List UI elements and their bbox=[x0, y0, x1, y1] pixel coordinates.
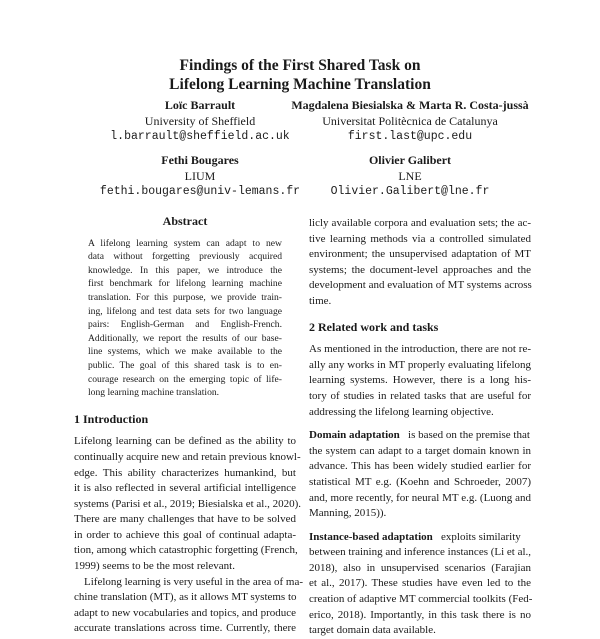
abstract-line: data without forgetting previously acquired bbox=[88, 251, 282, 263]
abstract-line: public. The goal of this shared task is to en- bbox=[88, 359, 282, 371]
author-affiliation: Universitat Politècnica de Catalunya bbox=[322, 113, 498, 128]
title-line-2: Lifelong Learning Machine Translation bbox=[169, 76, 431, 93]
abstract-line: ing, lifelong and test data sets for two language bbox=[88, 305, 282, 317]
text-line: Manning, 2015)). bbox=[309, 507, 387, 520]
text-line: 2018), also in unsupervised scenarios (Farajian bbox=[309, 561, 531, 574]
text-line: edge. This ability characterizes humankind, but bbox=[74, 466, 296, 479]
text-line: time. bbox=[309, 294, 332, 307]
title-line-1: Findings of the First Shared Task on bbox=[179, 57, 421, 74]
left-column bbox=[74, 214, 304, 637]
text-line: Lifelong learning is very useful in the area of ma- bbox=[84, 575, 304, 588]
domain-adaptation-first: is based on the premise that bbox=[408, 429, 530, 442]
author-block-biesialska-costajussa bbox=[280, 98, 540, 145]
text-line: There are many challenges that have to be solved bbox=[74, 513, 296, 526]
section-heading-related-work: 2 Related work and tasks bbox=[309, 319, 439, 334]
abstract-line: courage research on the emerging topic of life- bbox=[88, 373, 282, 385]
domain-adaptation-paragraph bbox=[309, 428, 531, 522]
paper-title bbox=[0, 56, 600, 94]
text-line: environment; the unsupervised adaptation of MT bbox=[309, 248, 531, 261]
section-heading-introduction: 1 Introduction bbox=[74, 411, 149, 426]
author-name: Magdalena Biesialska & Marta R. Costa-jussà bbox=[291, 98, 529, 112]
text-line: systems (Parisi et al., 2019; Biesialska et al., 2020). bbox=[74, 497, 301, 510]
text-line bbox=[309, 530, 531, 546]
text-line: Lifelong learning can be defined as the ability to bbox=[74, 435, 296, 448]
text-line: licly available corpora and evaluation sets; the ac- bbox=[309, 217, 531, 229]
text-line: accurate translations across time. Currently, there bbox=[74, 622, 296, 635]
abstract-line: pairs: English-German and English-French. bbox=[88, 319, 282, 331]
author-block-galibert bbox=[300, 153, 520, 200]
author-email[interactable]: Olivier.Galibert@lne.fr bbox=[330, 185, 490, 198]
text-line: erico, 2018). Importantly, in this task there is no bbox=[309, 608, 531, 621]
author-block-bougares bbox=[90, 153, 310, 200]
text-line: development and evaluation of MT systems across bbox=[309, 279, 532, 292]
author-affiliation: LNE bbox=[398, 168, 422, 183]
author-block-barrault bbox=[100, 98, 300, 145]
intro-paragraph-1 bbox=[74, 434, 301, 574]
text-line: learning systems. However, there is a long his- bbox=[309, 374, 531, 387]
intro-paragraph-2 bbox=[74, 575, 304, 637]
text-line: adapt to new vocabularies and topics, and produce bbox=[74, 606, 296, 619]
text-line: advance. This has been widely studied earlier for bbox=[309, 460, 531, 473]
text-line: 1999) seems to be the most relevant. bbox=[74, 560, 235, 573]
text-line: tion, among which catastrophic forgetting (French, bbox=[74, 544, 298, 557]
instance-adaptation-paragraph bbox=[309, 530, 531, 639]
abstract-line: Additionally, we report the results of our base- bbox=[88, 332, 282, 344]
abstract-line: long learning machine translation. bbox=[88, 387, 220, 399]
intro-continuation bbox=[309, 216, 531, 310]
text-line: ally any works in MT properly evaluating lifelong bbox=[309, 358, 531, 371]
text-line: systems; the document-level approaches and the bbox=[309, 263, 531, 276]
domain-adaptation-label: Domain adaptation bbox=[309, 429, 400, 442]
text-line: tive learning methods via a controlled simulated bbox=[309, 232, 531, 245]
author-email[interactable]: l.barrault@sheffield.ac.uk bbox=[110, 130, 290, 143]
author-name: Loïc Barrault bbox=[164, 98, 236, 112]
author-email[interactable]: fethi.bougares@univ-lemans.fr bbox=[99, 185, 301, 198]
author-name: Fethi Bougares bbox=[161, 153, 239, 167]
text-line: it is also reflected in several artificial intelligence bbox=[74, 482, 296, 495]
text-line: As mentioned in the introduction, there are not re- bbox=[309, 343, 531, 356]
author-affiliation: University of Sheffield bbox=[144, 113, 256, 128]
text-line: et al., 2017). These studies have even led to the bbox=[309, 577, 531, 590]
right-column bbox=[309, 216, 531, 639]
abstract-heading: Abstract bbox=[162, 214, 208, 228]
text-line: chine translation (MT), as it allows MT systems to bbox=[74, 591, 297, 604]
text-line: between training and inference instances (Li et al., bbox=[309, 546, 532, 559]
text-line: statistical MT e.g. (Koehn and Schroeder, 2007) bbox=[309, 475, 531, 488]
author-affiliation: LIUM bbox=[184, 168, 216, 183]
abstract-line: knowledge. In this paper, we introduce the bbox=[88, 264, 282, 276]
author-email[interactable]: first.last@upc.edu bbox=[347, 130, 473, 143]
text-line bbox=[309, 428, 531, 444]
abstract-body bbox=[88, 237, 282, 400]
text-line: creation of adaptive MT commercial toolkits (Fed- bbox=[309, 593, 533, 606]
instance-adaptation-label: Instance-based adaptation bbox=[309, 530, 433, 543]
text-line: target domain data available. bbox=[309, 624, 436, 637]
text-line: and, more recently, for neural MT e.g. (Luong and bbox=[309, 491, 531, 504]
related-paragraph-1 bbox=[309, 342, 531, 420]
abstract-line: translation. For this purpose, we provide train- bbox=[88, 291, 282, 303]
abstract-line: A lifelong learning system can adapt to new bbox=[88, 237, 282, 249]
abstract-line: first benchmark for lifelong learning machine bbox=[88, 278, 282, 290]
text-line: the system can adapt to a target domain known in bbox=[309, 444, 531, 457]
text-line: in order to achieve this goal of continual adapta- bbox=[74, 528, 296, 541]
text-line: tory of studies in related tasks that are useful for bbox=[309, 389, 531, 402]
author-name: Olivier Galibert bbox=[368, 153, 452, 167]
abstract-line: line systems, which we make available to the bbox=[88, 346, 282, 358]
text-line: addressing the lifelong learning objective. bbox=[309, 405, 494, 418]
text-line: continually acquire new and retain previous knowl- bbox=[74, 450, 301, 463]
instance-adaptation-first: exploits similarity bbox=[441, 530, 521, 543]
